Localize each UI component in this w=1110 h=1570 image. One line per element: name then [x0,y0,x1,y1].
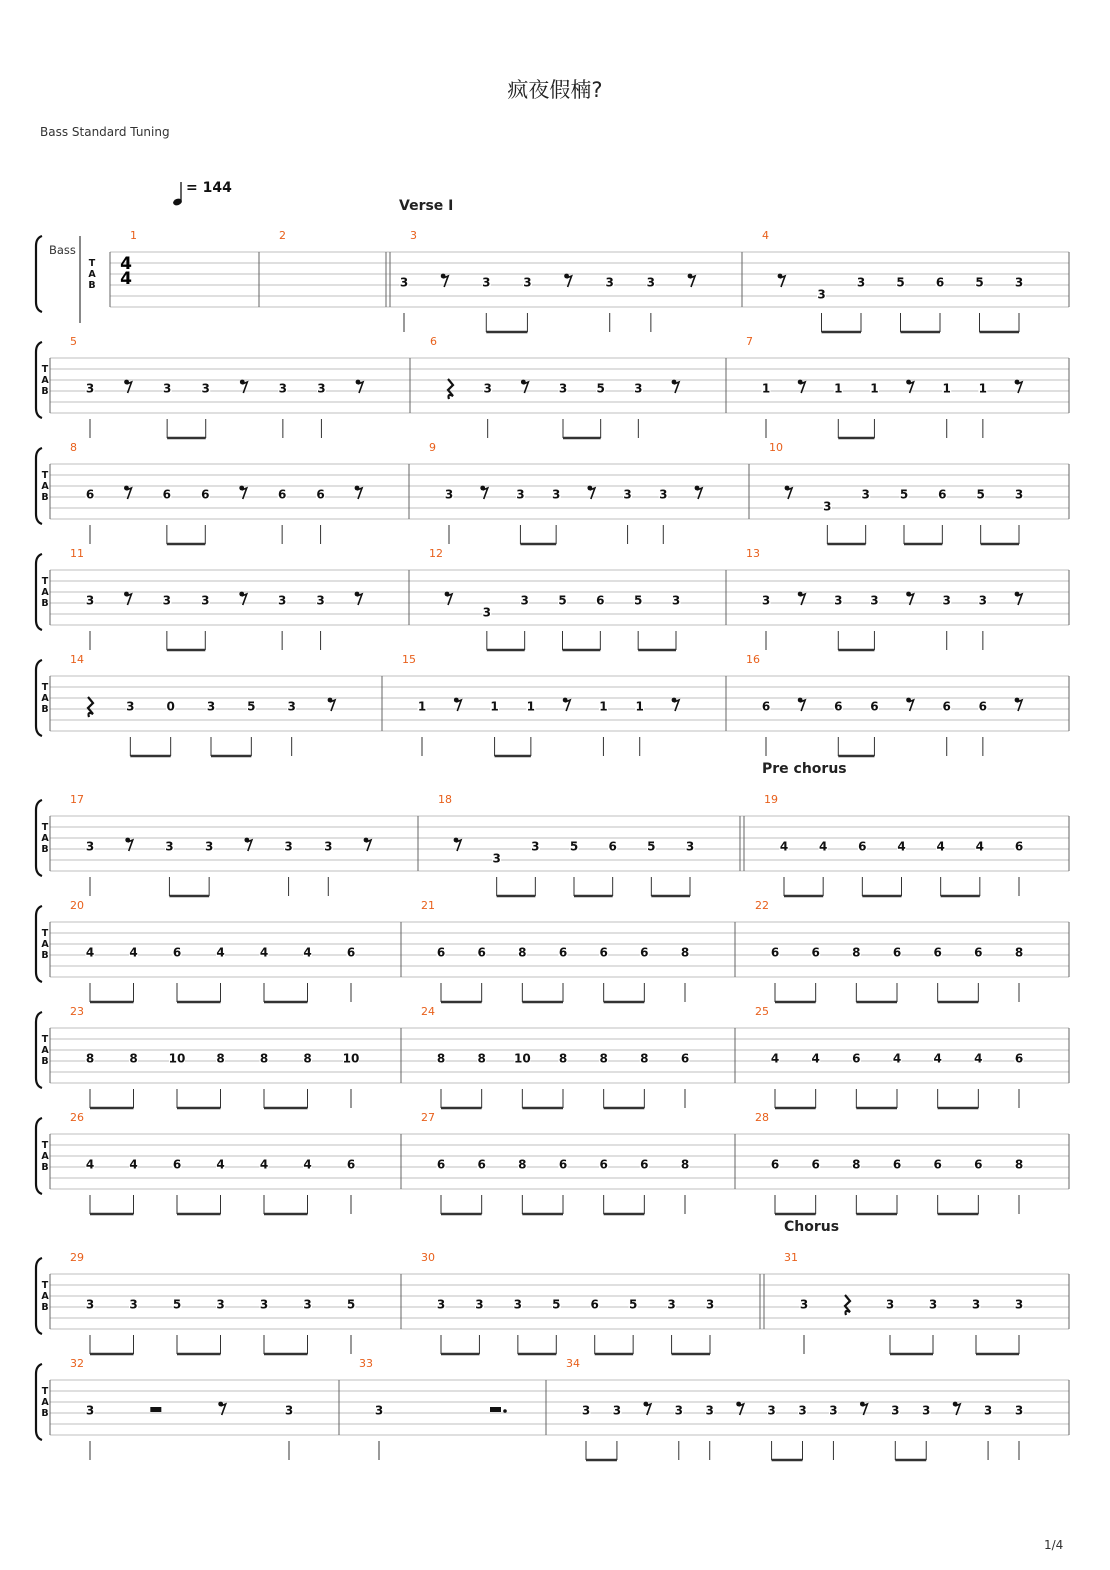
fret-number: 6 [346,1157,356,1172]
fret-number: 6 [1014,839,1024,854]
measure-number: 34 [566,1357,580,1370]
fret-number: 6 [680,1051,690,1066]
measure-number: 24 [421,1005,435,1018]
fret-number: 4 [216,945,225,960]
fret-number: 3 [201,593,210,608]
tab-clef-letter: A [41,375,49,386]
fret-number: 1 [599,699,608,714]
fret-number: 3 [978,593,988,608]
time-sig-top: 4 [120,254,132,274]
fret-number: 3 [1014,1297,1024,1312]
fret-number: 4 [936,839,945,854]
fret-number: 3 [667,1297,676,1312]
measure-number: 30 [421,1251,435,1264]
fret-number: 3 [885,1297,895,1312]
fret-number: 3 [634,381,643,396]
fret-number: 0 [166,699,175,714]
fret-number: 1 [526,699,536,714]
fret-number: 4 [129,1157,138,1172]
measure-number: 1 [130,229,137,242]
fret-number: 3 [646,275,656,290]
fret-number: 3 [482,275,491,290]
tab-clef-letter: T [41,682,49,693]
fret-number: 6 [640,1157,649,1172]
fret-number: 4 [779,839,789,854]
tuning-label: Bass Standard Tuning [40,125,170,139]
tab-clef-letter: B [41,1302,49,1313]
fret-number: 3 [705,1297,715,1312]
fret-number: 6 [935,275,945,290]
fret-number: 3 [516,487,525,502]
measure-number: 25 [755,1005,769,1018]
fret-number: 6 [761,699,771,714]
measure-number: 29 [70,1251,84,1264]
fret-number: 4 [129,945,138,960]
fret-number: 3 [204,839,214,854]
fret-number: 6 [974,1157,983,1172]
fret-number: 3 [399,275,409,290]
tab-clef-letter: A [41,1291,49,1302]
tab-clef-letter: B [41,598,49,609]
fret-number: 3 [287,699,296,714]
fret-number: 4 [216,1157,225,1172]
tab-clef-letter: T [88,258,96,269]
fret-number: 6 [436,945,446,960]
rest-dot [503,1409,507,1413]
fret-number: 8 [436,1051,446,1066]
fret-number: 8 [1014,945,1024,960]
fret-number: 6 [596,593,605,608]
fret-number: 6 [590,1297,599,1312]
fret-number: 3 [492,851,501,866]
fret-number: 6 [938,487,947,502]
fret-number: 3 [165,839,174,854]
fret-number: 8 [85,1051,95,1066]
fret-number: 3 [834,593,843,608]
fret-number: 1 [490,699,499,714]
fret-number: 8 [216,1051,225,1066]
quarter-rest [448,379,453,399]
fret-number: 6 [346,945,356,960]
fret-number: 3 [206,699,216,714]
fret-number: 1 [978,381,988,396]
fret-number: 5 [172,1297,182,1312]
fret-number: 3 [685,839,695,854]
fret-number: 8 [518,945,527,960]
quarter-rest [845,1295,850,1315]
fret-number: 6 [172,945,182,960]
fret-number: 4 [259,945,269,960]
fret-number: 4 [303,945,312,960]
fret-number: 6 [599,1157,608,1172]
fret-number: 6 [811,1157,820,1172]
fret-number: 6 [770,945,780,960]
measure-number: 32 [70,1357,84,1370]
fret-number: 6 [172,1157,182,1172]
fret-number: 4 [933,1051,942,1066]
fret-number: 3 [162,593,172,608]
fret-number: 3 [374,1403,384,1418]
tab-clef-letter: A [41,939,49,950]
fret-number: 4 [818,839,828,854]
fret-number: 6 [599,945,608,960]
fret-number: 6 [852,1051,861,1066]
fret-number: 5 [558,593,567,608]
fret-number: 3 [861,487,870,502]
tab-clef-letter: A [41,1151,49,1162]
measure-number: 26 [70,1111,84,1124]
system-bracket [36,236,42,312]
fret-number: 5 [247,699,256,714]
fret-number: 6 [858,839,867,854]
fret-number: 5 [647,839,656,854]
measure-number: 16 [746,653,760,666]
fret-number: 6 [933,1157,942,1172]
fret-number: 6 [811,945,820,960]
fret-number: 6 [477,945,486,960]
fret-number: 5 [346,1297,356,1312]
measure-number: 27 [421,1111,435,1124]
fret-number: 3 [1014,275,1024,290]
fret-number: 8 [518,1157,527,1172]
fret-number: 4 [85,945,95,960]
fret-number: 3 [767,1403,776,1418]
fret-number: 3 [259,1297,269,1312]
fret-number: 3 [942,593,951,608]
fret-number: 3 [612,1403,622,1418]
fret-number: 6 [892,1157,902,1172]
fret-number: 3 [671,593,681,608]
tab-clef-letter: A [88,269,96,280]
fret-number: 3 [277,593,287,608]
fret-number: 3 [520,593,529,608]
fret-number: 3 [823,499,832,514]
fret-number: 3 [475,1297,484,1312]
fret-number: 6 [201,487,210,502]
measure-number: 31 [784,1251,798,1264]
fret-number: 6 [85,487,95,502]
fret-number: 3 [891,1403,900,1418]
fret-number: 3 [85,1297,95,1312]
quarter-rest [88,697,93,717]
tab-clef-letter: B [88,280,96,291]
fret-number: 6 [608,839,617,854]
fret-number: 6 [277,487,287,502]
tab-clef-letter: T [41,470,49,481]
fret-number: 5 [596,381,605,396]
fret-number: 3 [817,287,826,302]
fret-number: 6 [770,1157,780,1172]
fret-number: 3 [551,487,561,502]
tab-clef-letter: T [41,822,49,833]
tab-clef-letter: T [41,928,49,939]
fret-number: 3 [126,699,135,714]
fret-number: 3 [284,839,293,854]
fret-number: 1 [635,699,644,714]
fret-number: 3 [531,839,540,854]
measure-number: 2 [279,229,286,242]
fret-number: 4 [897,839,906,854]
fret-number: 6 [974,945,983,960]
half-rest [150,1407,161,1412]
fret-number: 8 [477,1051,486,1066]
tab-clef-letter: B [41,844,49,855]
fret-number: 4 [770,1051,780,1066]
section-verse: Verse I [399,198,454,214]
measure-number: 5 [70,335,77,348]
fret-number: 3 [674,1403,683,1418]
fret-number: 5 [976,487,985,502]
tab-clef-letter: T [41,576,49,587]
tab-clef-letter: A [41,833,49,844]
measure-number: 12 [429,547,443,560]
fret-number: 3 [928,1297,938,1312]
measure-number: 21 [421,899,435,912]
section-pre-chorus: Pre chorus [762,761,847,777]
measure-number: 8 [70,441,77,454]
fret-number: 6 [477,1157,486,1172]
fret-number: 6 [640,945,649,960]
measure-number: 6 [430,335,437,348]
fret-number: 5 [896,275,905,290]
fret-number: 3 [85,381,95,396]
fret-number: 3 [558,381,568,396]
tab-clef-letter: T [41,1280,49,1291]
fret-number: 4 [303,1157,312,1172]
fret-number: 8 [129,1051,138,1066]
fret-number: 3 [581,1403,591,1418]
tab-clef-letter: A [41,587,49,598]
fret-number: 3 [284,1403,294,1418]
fret-number: 4 [811,1051,820,1066]
fret-number: 4 [259,1157,269,1172]
fret-number: 10 [168,1051,186,1066]
fret-number: 8 [558,1051,568,1066]
measure-number: 13 [746,547,760,560]
page-number: 1/4 [1044,1538,1064,1552]
fret-number: 8 [599,1051,608,1066]
fret-number: 3 [705,1403,714,1418]
fret-number: 6 [1014,1051,1024,1066]
measure-number: 7 [746,335,753,348]
measure-number: 11 [70,547,84,560]
fret-number: 8 [1014,1157,1024,1172]
measure-number: 28 [755,1111,769,1124]
fret-number: 3 [870,593,879,608]
fret-number: 4 [85,1157,95,1172]
measure-number: 23 [70,1005,84,1018]
tab-clef-letter: T [41,1140,49,1151]
fret-number: 1 [417,699,427,714]
fret-number: 6 [316,487,325,502]
tab-clef-letter: A [41,481,49,492]
tab-clef-letter: A [41,1045,49,1056]
fret-number: 6 [558,1157,568,1172]
tab-clef-letter: B [41,1056,49,1067]
fret-number: 6 [933,945,942,960]
fret-number: 3 [1014,1403,1024,1418]
fret-number: 3 [85,1403,95,1418]
fret-number: 3 [85,593,95,608]
fret-number: 3 [829,1403,838,1418]
fret-number: 6 [834,699,843,714]
measure-number: 3 [410,229,417,242]
fret-number: 3 [523,275,532,290]
instrument-label: Bass [49,243,76,257]
fret-number: 6 [558,945,568,960]
tab-clef-letter: T [41,364,49,375]
fret-number: 3 [922,1403,931,1418]
fret-number: 3 [761,593,771,608]
fret-number: 10 [513,1051,531,1066]
fret-number: 6 [870,699,879,714]
tab-clef-letter: B [41,492,49,503]
tab-clef-letter: A [41,693,49,704]
measure-number: 4 [762,229,769,242]
tab-clef-letter: B [41,1408,49,1419]
fret-number: 3 [983,1403,993,1418]
fret-number: 8 [640,1051,649,1066]
fret-number: 1 [942,381,951,396]
fret-number: 3 [856,275,866,290]
fret-number: 1 [761,381,771,396]
tab-clef-letter: A [41,1397,49,1408]
fret-number: 3 [436,1297,446,1312]
fret-number: 6 [942,699,951,714]
measure-number: 15 [402,653,416,666]
fret-number: 3 [605,275,614,290]
fret-number: 5 [975,275,984,290]
measure-number: 9 [429,441,436,454]
fret-number: 3 [316,593,325,608]
tab-clef-letter: T [41,1386,49,1397]
tab-clef-letter: T [41,1034,49,1045]
fret-number: 3 [303,1297,312,1312]
fret-number: 3 [278,381,288,396]
fret-number: 8 [852,945,861,960]
tab-clef-letter: B [41,386,49,397]
fret-number: 5 [899,487,909,502]
fret-number: 3 [444,487,454,502]
fret-number: 3 [1014,487,1024,502]
measure-number: 18 [438,793,452,806]
fret-number: 3 [971,1297,981,1312]
fret-number: 6 [892,945,902,960]
fret-number: 3 [324,839,333,854]
fret-number: 6 [162,487,172,502]
fret-number: 1 [870,381,879,396]
tab-clef-letter: B [41,1162,49,1173]
measure-number: 10 [769,441,783,454]
fret-number: 8 [680,945,690,960]
fret-number: 5 [628,1297,638,1312]
fret-number: 4 [892,1051,902,1066]
measure-number: 33 [359,1357,373,1370]
fret-number: 3 [317,381,326,396]
measure-number: 14 [70,653,84,666]
fret-number: 3 [482,605,492,620]
fret-number: 3 [513,1297,523,1312]
measure-number: 20 [70,899,84,912]
fret-number: 3 [201,381,210,396]
page-title: 疯夜假楠? [507,78,603,102]
fret-number: 3 [483,381,492,396]
fret-number: 5 [633,593,643,608]
fret-number: 3 [799,1297,809,1312]
fret-number: 4 [974,1051,983,1066]
fret-number: 8 [852,1157,861,1172]
section-chorus: Chorus [784,1219,840,1235]
measure-number: 17 [70,793,84,806]
half-rest [490,1407,501,1412]
tempo-value: = 144 [186,180,232,196]
fret-number: 5 [569,839,579,854]
fret-number: 5 [552,1297,561,1312]
time-sig-bottom: 4 [120,269,132,289]
measure-number: 22 [755,899,769,912]
fret-number: 10 [342,1051,360,1066]
fret-number: 3 [623,487,632,502]
fret-number: 4 [975,839,985,854]
fret-number: 3 [85,839,95,854]
fret-number: 8 [680,1157,690,1172]
tab-clef-letter: B [41,704,49,715]
fret-number: 3 [659,487,668,502]
fret-number: 3 [798,1403,807,1418]
fret-number: 6 [436,1157,446,1172]
fret-number: 3 [162,381,172,396]
fret-number: 8 [303,1051,312,1066]
fret-number: 6 [978,699,988,714]
fret-number: 1 [834,381,843,396]
fret-number: 8 [259,1051,269,1066]
fret-number: 3 [129,1297,138,1312]
measure-number: 19 [764,793,778,806]
tab-clef-letter: B [41,950,49,961]
fret-number: 3 [216,1297,225,1312]
